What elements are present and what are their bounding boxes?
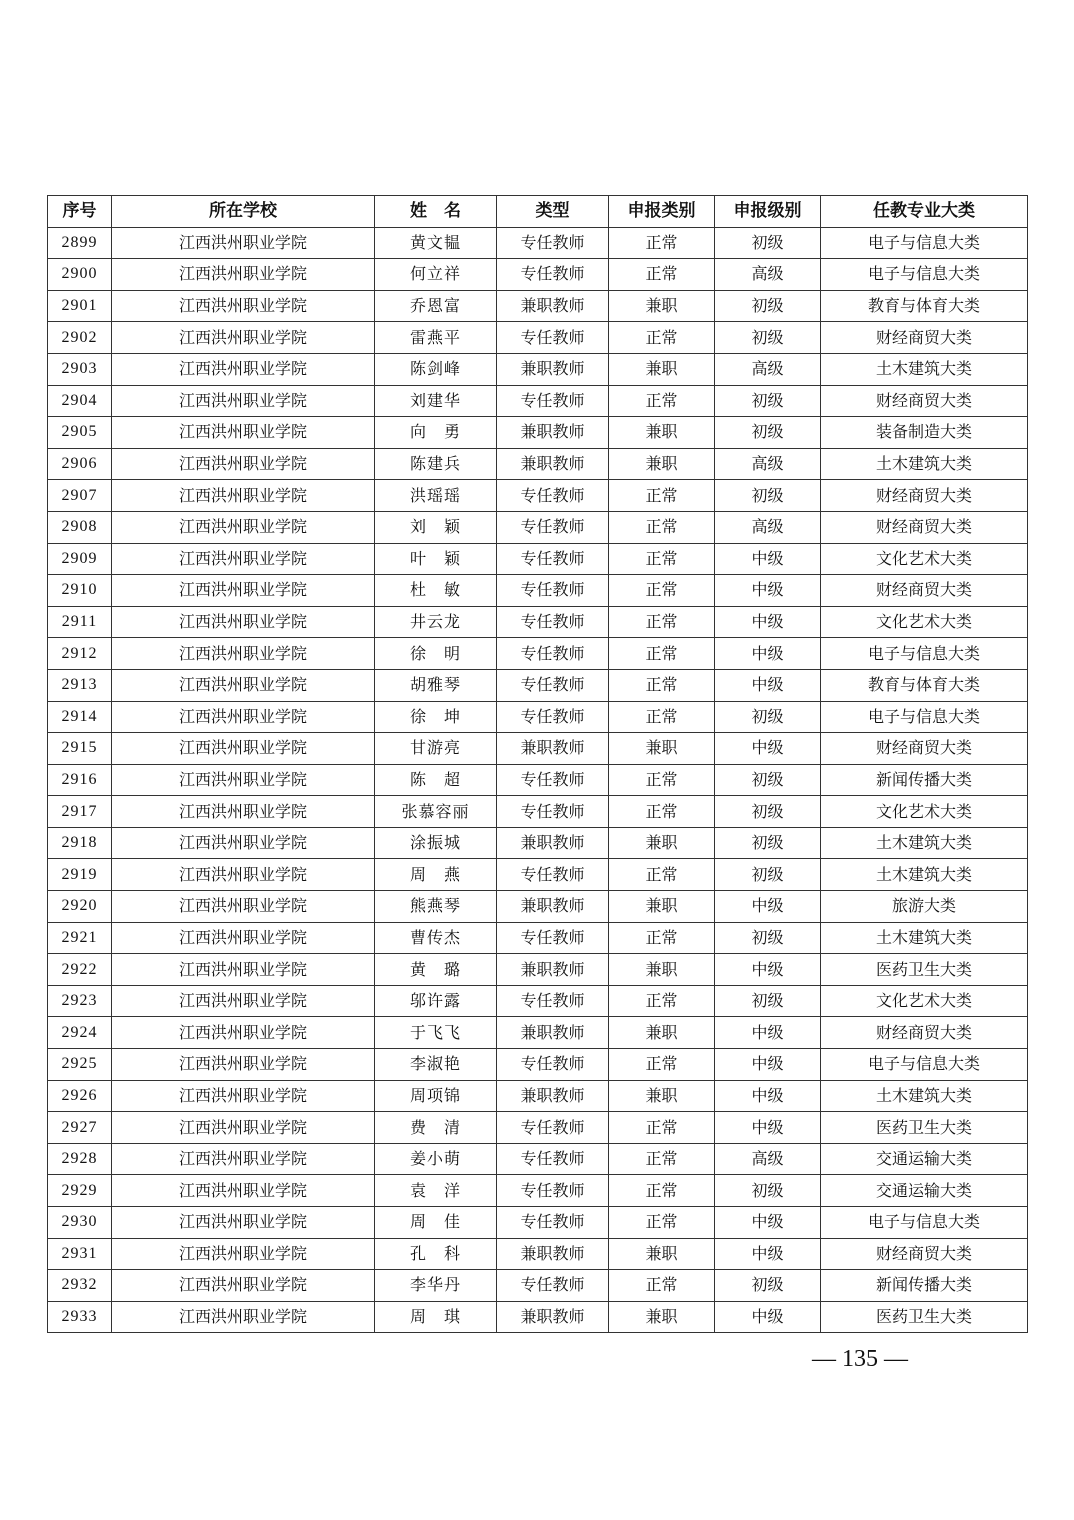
table-row (48, 259, 1028, 291)
cell-school: 江西洪州职业学院 (112, 322, 375, 354)
cell-type: 专任教师 (497, 1207, 609, 1239)
cell-major-category: 教育与体育大类 (821, 290, 1028, 322)
cell-major-category: 财经商贸大类 (821, 575, 1028, 607)
cell-name: 雷燕平 (375, 322, 497, 354)
cell-type: 专任教师 (497, 669, 609, 701)
cell-name: 孔 科 (375, 1238, 497, 1270)
cell-school: 江西洪州职业学院 (112, 1207, 375, 1239)
cell-apply-level: 中级 (715, 954, 821, 986)
cell-type: 专任教师 (497, 322, 609, 354)
cell-school: 江西洪州职业学院 (112, 480, 375, 512)
cell-major-category: 教育与体育大类 (821, 669, 1028, 701)
cell-name: 于飞飞 (375, 1017, 497, 1049)
cell-apply-level: 初级 (715, 227, 821, 259)
cell-school: 江西洪州职业学院 (112, 669, 375, 701)
cell-apply-level: 初级 (715, 985, 821, 1017)
table-row (48, 891, 1028, 923)
cell-serial-no: 2903 (48, 353, 112, 385)
cell-major-category: 财经商贸大类 (821, 1238, 1028, 1270)
table-row (48, 385, 1028, 417)
header-name: 姓 名 (375, 196, 497, 228)
cell-major-category: 土木建筑大类 (821, 353, 1028, 385)
cell-apply-category: 正常 (609, 1143, 715, 1175)
cell-major-category: 财经商贸大类 (821, 480, 1028, 512)
cell-apply-category: 兼职 (609, 353, 715, 385)
cell-type: 专任教师 (497, 1143, 609, 1175)
cell-serial-no: 2929 (48, 1175, 112, 1207)
cell-apply-level: 中级 (715, 1301, 821, 1333)
cell-name: 周 琪 (375, 1301, 497, 1333)
cell-type: 专任教师 (497, 575, 609, 607)
cell-apply-category: 兼职 (609, 417, 715, 449)
cell-major-category: 财经商贸大类 (821, 322, 1028, 354)
cell-apply-level: 初级 (715, 480, 821, 512)
cell-major-category: 文化艺术大类 (821, 796, 1028, 828)
cell-major-category: 旅游大类 (821, 891, 1028, 923)
cell-apply-level: 中级 (715, 638, 821, 670)
table-row (48, 353, 1028, 385)
cell-school: 江西洪州职业学院 (112, 385, 375, 417)
cell-apply-category: 正常 (609, 322, 715, 354)
cell-apply-level: 高级 (715, 511, 821, 543)
cell-apply-level: 初级 (715, 417, 821, 449)
cell-apply-category: 正常 (609, 701, 715, 733)
cell-school: 江西洪州职业学院 (112, 827, 375, 859)
cell-apply-category: 正常 (609, 796, 715, 828)
cell-apply-level: 高级 (715, 259, 821, 291)
cell-serial-no: 2914 (48, 701, 112, 733)
cell-serial-no: 2913 (48, 669, 112, 701)
cell-school: 江西洪州职业学院 (112, 985, 375, 1017)
cell-major-category: 交通运输大类 (821, 1143, 1028, 1175)
header-type: 类型 (497, 196, 609, 228)
cell-school: 江西洪州职业学院 (112, 353, 375, 385)
cell-school: 江西洪州职业学院 (112, 859, 375, 891)
cell-major-category: 财经商贸大类 (821, 511, 1028, 543)
cell-name: 杜 敏 (375, 575, 497, 607)
cell-apply-category: 兼职 (609, 954, 715, 986)
cell-apply-level: 中级 (715, 1112, 821, 1144)
cell-type: 兼职教师 (497, 1238, 609, 1270)
cell-school: 江西洪州职业学院 (112, 448, 375, 480)
cell-school: 江西洪州职业学院 (112, 290, 375, 322)
cell-type: 专任教师 (497, 701, 609, 733)
table-row (48, 322, 1028, 354)
cell-name: 黄 璐 (375, 954, 497, 986)
cell-type: 专任教师 (497, 1049, 609, 1081)
table-row (48, 1238, 1028, 1270)
cell-major-category: 文化艺术大类 (821, 543, 1028, 575)
cell-school: 江西洪州职业学院 (112, 606, 375, 638)
cell-school: 江西洪州职业学院 (112, 796, 375, 828)
table-row (48, 417, 1028, 449)
cell-apply-category: 正常 (609, 764, 715, 796)
cell-serial-no: 2930 (48, 1207, 112, 1239)
table-row (48, 1143, 1028, 1175)
cell-type: 专任教师 (497, 227, 609, 259)
cell-type: 专任教师 (497, 1112, 609, 1144)
cell-school: 江西洪州职业学院 (112, 733, 375, 765)
cell-apply-level: 初级 (715, 859, 821, 891)
cell-school: 江西洪州职业学院 (112, 417, 375, 449)
cell-apply-category: 正常 (609, 985, 715, 1017)
cell-name: 乔恩富 (375, 290, 497, 322)
cell-school: 江西洪州职业学院 (112, 764, 375, 796)
cell-apply-category: 正常 (609, 1049, 715, 1081)
cell-apply-category: 正常 (609, 543, 715, 575)
table-row (48, 954, 1028, 986)
cell-name: 李华丹 (375, 1270, 497, 1302)
table-row (48, 733, 1028, 765)
cell-major-category: 电子与信息大类 (821, 259, 1028, 291)
cell-serial-no: 2932 (48, 1270, 112, 1302)
table-row (48, 1301, 1028, 1333)
cell-serial-no: 2904 (48, 385, 112, 417)
cell-school: 江西洪州职业学院 (112, 1143, 375, 1175)
cell-name: 李淑艳 (375, 1049, 497, 1081)
table-row (48, 606, 1028, 638)
cell-apply-level: 中级 (715, 669, 821, 701)
table-row (48, 701, 1028, 733)
cell-apply-category: 正常 (609, 638, 715, 670)
cell-major-category: 土木建筑大类 (821, 859, 1028, 891)
cell-name: 甘游亮 (375, 733, 497, 765)
cell-apply-category: 正常 (609, 227, 715, 259)
cell-serial-no: 2916 (48, 764, 112, 796)
cell-type: 兼职教师 (497, 891, 609, 923)
cell-apply-category: 正常 (609, 1207, 715, 1239)
table-row (48, 638, 1028, 670)
cell-school: 江西洪州职业学院 (112, 259, 375, 291)
cell-name: 熊燕琴 (375, 891, 497, 923)
table-row (48, 859, 1028, 891)
cell-apply-category: 正常 (609, 575, 715, 607)
cell-type: 专任教师 (497, 859, 609, 891)
cell-apply-level: 高级 (715, 1143, 821, 1175)
cell-serial-no: 2911 (48, 606, 112, 638)
cell-apply-level: 中级 (715, 1207, 821, 1239)
cell-type: 专任教师 (497, 606, 609, 638)
table-row (48, 543, 1028, 575)
cell-apply-level: 初级 (715, 796, 821, 828)
cell-serial-no: 2931 (48, 1238, 112, 1270)
cell-serial-no: 2921 (48, 922, 112, 954)
table-row (48, 227, 1028, 259)
cell-type: 兼职教师 (497, 290, 609, 322)
cell-type: 兼职教师 (497, 1301, 609, 1333)
header-school: 所在学校 (112, 196, 375, 228)
cell-serial-no: 2919 (48, 859, 112, 891)
cell-type: 专任教师 (497, 511, 609, 543)
cell-type: 专任教师 (497, 480, 609, 512)
cell-apply-level: 初级 (715, 290, 821, 322)
cell-type: 专任教师 (497, 764, 609, 796)
cell-school: 江西洪州职业学院 (112, 1017, 375, 1049)
cell-major-category: 装备制造大类 (821, 417, 1028, 449)
cell-apply-category: 正常 (609, 922, 715, 954)
cell-name: 袁 洋 (375, 1175, 497, 1207)
table-row (48, 764, 1028, 796)
cell-school: 江西洪州职业学院 (112, 891, 375, 923)
cell-serial-no: 2927 (48, 1112, 112, 1144)
table-row (48, 1207, 1028, 1239)
cell-name: 陈剑峰 (375, 353, 497, 385)
cell-name: 费 清 (375, 1112, 497, 1144)
cell-type: 专任教师 (497, 543, 609, 575)
cell-school: 江西洪州职业学院 (112, 1049, 375, 1081)
cell-apply-level: 初级 (715, 385, 821, 417)
cell-apply-category: 正常 (609, 1112, 715, 1144)
cell-apply-level: 中级 (715, 543, 821, 575)
cell-major-category: 新闻传播大类 (821, 764, 1028, 796)
cell-type: 兼职教师 (497, 1080, 609, 1112)
cell-school: 江西洪州职业学院 (112, 1080, 375, 1112)
header-major-category: 任教专业大类 (821, 196, 1028, 228)
cell-apply-category: 兼职 (609, 827, 715, 859)
cell-name: 周项锦 (375, 1080, 497, 1112)
cell-school: 江西洪州职业学院 (112, 575, 375, 607)
cell-apply-category: 正常 (609, 259, 715, 291)
cell-name: 徐 明 (375, 638, 497, 670)
table-row (48, 480, 1028, 512)
cell-type: 兼职教师 (497, 733, 609, 765)
cell-name: 何立祥 (375, 259, 497, 291)
cell-name: 曹传杰 (375, 922, 497, 954)
cell-school: 江西洪州职业学院 (112, 1175, 375, 1207)
table-row (48, 511, 1028, 543)
cell-name: 姜小萌 (375, 1143, 497, 1175)
cell-school: 江西洪州职业学院 (112, 954, 375, 986)
cell-name: 陈 超 (375, 764, 497, 796)
cell-serial-no: 2912 (48, 638, 112, 670)
cell-serial-no: 2922 (48, 954, 112, 986)
table-row (48, 1017, 1028, 1049)
cell-serial-no: 2900 (48, 259, 112, 291)
header-apply-level: 申报级别 (715, 196, 821, 228)
table-row (48, 1080, 1028, 1112)
cell-apply-category: 正常 (609, 859, 715, 891)
cell-major-category: 土木建筑大类 (821, 1080, 1028, 1112)
table-row (48, 922, 1028, 954)
cell-major-category: 土木建筑大类 (821, 448, 1028, 480)
cell-major-category: 财经商贸大类 (821, 1017, 1028, 1049)
cell-name: 刘建华 (375, 385, 497, 417)
cell-apply-level: 高级 (715, 353, 821, 385)
cell-serial-no: 2907 (48, 480, 112, 512)
cell-apply-level: 初级 (715, 922, 821, 954)
cell-major-category: 医药卫生大类 (821, 1112, 1028, 1144)
cell-name: 井云龙 (375, 606, 497, 638)
cell-type: 专任教师 (497, 796, 609, 828)
cell-school: 江西洪州职业学院 (112, 701, 375, 733)
cell-apply-category: 兼职 (609, 891, 715, 923)
table-row (48, 1112, 1028, 1144)
cell-school: 江西洪州职业学院 (112, 1270, 375, 1302)
cell-apply-level: 高级 (715, 448, 821, 480)
cell-serial-no: 2917 (48, 796, 112, 828)
cell-serial-no: 2933 (48, 1301, 112, 1333)
cell-major-category: 医药卫生大类 (821, 1301, 1028, 1333)
cell-apply-category: 兼职 (609, 1301, 715, 1333)
cell-apply-category: 兼职 (609, 1017, 715, 1049)
cell-major-category: 交通运输大类 (821, 1175, 1028, 1207)
cell-major-category: 文化艺术大类 (821, 985, 1028, 1017)
cell-school: 江西洪州职业学院 (112, 227, 375, 259)
cell-name: 洪瑶瑶 (375, 480, 497, 512)
cell-major-category: 医药卫生大类 (821, 954, 1028, 986)
cell-name: 徐 坤 (375, 701, 497, 733)
cell-serial-no: 2915 (48, 733, 112, 765)
header-serial-no: 序号 (48, 196, 112, 228)
cell-type: 兼职教师 (497, 448, 609, 480)
cell-type: 兼职教师 (497, 954, 609, 986)
cell-apply-category: 正常 (609, 1175, 715, 1207)
cell-major-category: 电子与信息大类 (821, 1049, 1028, 1081)
cell-apply-level: 中级 (715, 1049, 821, 1081)
cell-serial-no: 2902 (48, 322, 112, 354)
cell-school: 江西洪州职业学院 (112, 638, 375, 670)
cell-apply-level: 中级 (715, 575, 821, 607)
cell-apply-category: 正常 (609, 480, 715, 512)
cell-apply-level: 初级 (715, 322, 821, 354)
cell-serial-no: 2906 (48, 448, 112, 480)
cell-major-category: 电子与信息大类 (821, 701, 1028, 733)
table-body (48, 227, 1028, 1333)
cell-apply-level: 初级 (715, 764, 821, 796)
cell-type: 专任教师 (497, 922, 609, 954)
cell-name: 张慕容丽 (375, 796, 497, 828)
table-row (48, 1049, 1028, 1081)
cell-name: 周 燕 (375, 859, 497, 891)
table-row (48, 290, 1028, 322)
cell-apply-level: 初级 (715, 701, 821, 733)
cell-type: 专任教师 (497, 385, 609, 417)
cell-serial-no: 2923 (48, 985, 112, 1017)
cell-name: 胡雅琴 (375, 669, 497, 701)
cell-major-category: 电子与信息大类 (821, 638, 1028, 670)
cell-type: 专任教师 (497, 259, 609, 291)
cell-type: 专任教师 (497, 638, 609, 670)
cell-apply-level: 初级 (715, 1175, 821, 1207)
cell-serial-no: 2928 (48, 1143, 112, 1175)
cell-serial-no: 2909 (48, 543, 112, 575)
cell-apply-category: 兼职 (609, 1238, 715, 1270)
cell-type: 兼职教师 (497, 417, 609, 449)
table-row (48, 1175, 1028, 1207)
cell-apply-level: 中级 (715, 1238, 821, 1270)
table-row (48, 827, 1028, 859)
cell-school: 江西洪州职业学院 (112, 1112, 375, 1144)
cell-type: 专任教师 (497, 1175, 609, 1207)
cell-name: 涂振城 (375, 827, 497, 859)
table-row (48, 669, 1028, 701)
cell-apply-category: 正常 (609, 385, 715, 417)
cell-type: 兼职教师 (497, 827, 609, 859)
cell-school: 江西洪州职业学院 (112, 1238, 375, 1270)
table-header-row (48, 196, 1028, 228)
cell-name: 向 勇 (375, 417, 497, 449)
cell-apply-category: 正常 (609, 1270, 715, 1302)
table-row (48, 1270, 1028, 1302)
cell-name: 周 佳 (375, 1207, 497, 1239)
cell-name: 刘 颖 (375, 511, 497, 543)
cell-major-category: 财经商贸大类 (821, 733, 1028, 765)
cell-major-category: 土木建筑大类 (821, 827, 1028, 859)
cell-apply-category: 兼职 (609, 290, 715, 322)
cell-type: 专任教师 (497, 1270, 609, 1302)
cell-serial-no: 2908 (48, 511, 112, 543)
cell-apply-level: 中级 (715, 1080, 821, 1112)
cell-type: 专任教师 (497, 985, 609, 1017)
cell-apply-category: 正常 (609, 669, 715, 701)
cell-apply-level: 中级 (715, 733, 821, 765)
cell-name: 陈建兵 (375, 448, 497, 480)
cell-major-category: 文化艺术大类 (821, 606, 1028, 638)
header-apply-category: 申报类别 (609, 196, 715, 228)
cell-serial-no: 2899 (48, 227, 112, 259)
cell-serial-no: 2901 (48, 290, 112, 322)
cell-apply-level: 中级 (715, 1017, 821, 1049)
cell-apply-level: 中级 (715, 606, 821, 638)
cell-school: 江西洪州职业学院 (112, 1301, 375, 1333)
cell-serial-no: 2924 (48, 1017, 112, 1049)
cell-major-category: 新闻传播大类 (821, 1270, 1028, 1302)
cell-type: 兼职教师 (497, 1017, 609, 1049)
cell-apply-level: 初级 (715, 1270, 821, 1302)
cell-serial-no: 2910 (48, 575, 112, 607)
cell-apply-level: 初级 (715, 827, 821, 859)
cell-serial-no: 2926 (48, 1080, 112, 1112)
cell-school: 江西洪州职业学院 (112, 511, 375, 543)
cell-name: 邬许露 (375, 985, 497, 1017)
cell-major-category: 电子与信息大类 (821, 227, 1028, 259)
cell-major-category: 电子与信息大类 (821, 1207, 1028, 1239)
cell-type: 兼职教师 (497, 353, 609, 385)
cell-apply-category: 正常 (609, 511, 715, 543)
cell-major-category: 财经商贸大类 (821, 385, 1028, 417)
cell-name: 叶 颖 (375, 543, 497, 575)
cell-name: 黄文韫 (375, 227, 497, 259)
page-number: — 135 — (812, 1346, 908, 1372)
cell-apply-category: 兼职 (609, 733, 715, 765)
cell-serial-no: 2925 (48, 1049, 112, 1081)
cell-school: 江西洪州职业学院 (112, 922, 375, 954)
table-row (48, 985, 1028, 1017)
cell-serial-no: 2905 (48, 417, 112, 449)
cell-serial-no: 2920 (48, 891, 112, 923)
table-row (48, 796, 1028, 828)
cell-apply-category: 兼职 (609, 448, 715, 480)
cell-apply-category: 正常 (609, 606, 715, 638)
cell-apply-level: 中级 (715, 891, 821, 923)
cell-serial-no: 2918 (48, 827, 112, 859)
cell-apply-category: 兼职 (609, 1080, 715, 1112)
cell-major-category: 土木建筑大类 (821, 922, 1028, 954)
cell-school: 江西洪州职业学院 (112, 543, 375, 575)
roster-table (47, 195, 1028, 1333)
table-row (48, 448, 1028, 480)
table-row (48, 575, 1028, 607)
